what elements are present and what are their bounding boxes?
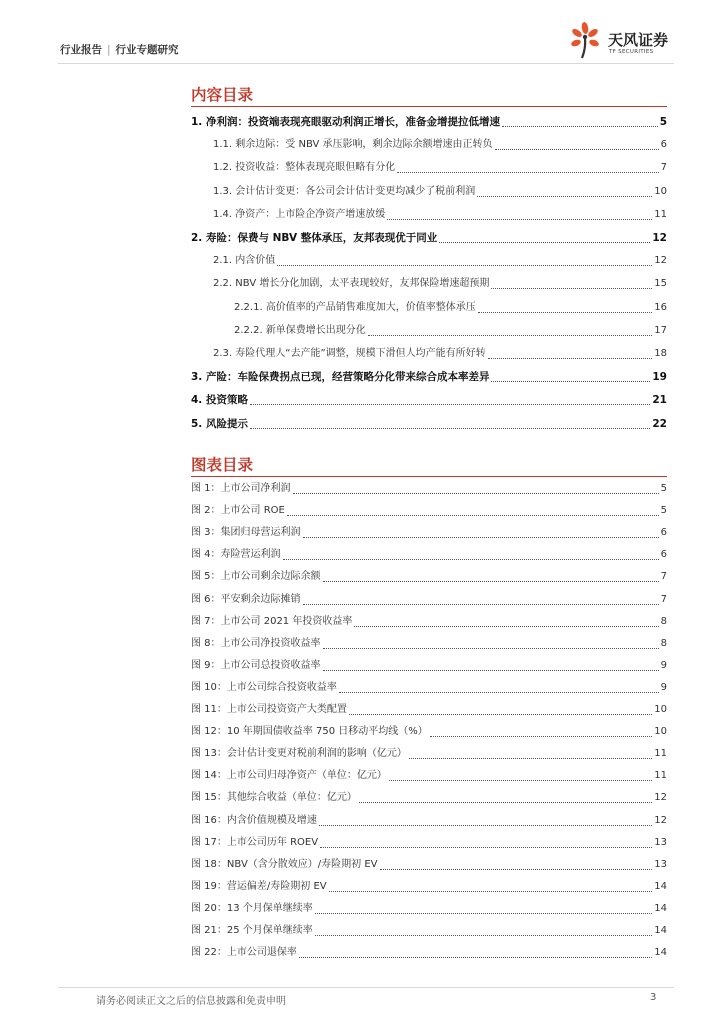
figure-entry-page: 9	[660, 660, 667, 671]
figure-entry-label: 图 8：	[191, 638, 221, 649]
toc-entry[interactable]	[191, 413, 667, 435]
toc-entry-title: 高价值率的产品销售难度加大，价值率整体承压	[265, 302, 476, 313]
toc-entry-title: 寿险代理人“去产能”调整，规模下滑但人均产能有所好转	[235, 348, 486, 359]
toc-entry-page: 17	[654, 325, 667, 336]
figure-entry-title: 25 个月保单继续率	[226, 925, 313, 936]
dot-leader	[323, 581, 659, 582]
figure-entry-page: 14	[654, 881, 667, 892]
flower-logo-icon	[568, 20, 612, 60]
figure-entry[interactable]	[191, 544, 667, 566]
toc-entry-number: 3.	[191, 371, 203, 383]
footer-divider	[58, 987, 674, 988]
toc-entry-page: 18	[654, 348, 667, 359]
toc-entry-page: 16	[654, 302, 667, 313]
figure-entry[interactable]	[191, 589, 667, 611]
figure-entry-text	[191, 787, 357, 809]
dot-leader	[250, 404, 650, 405]
dot-leader	[502, 126, 658, 127]
figure-entry-label: 图 1：	[191, 483, 221, 494]
toc-entry-page: 22	[652, 418, 667, 430]
figure-entry[interactable]	[191, 478, 667, 500]
figure-entry-title: 会计估计变更对税前利润的影响（亿元）	[226, 748, 407, 759]
toc-entry-page: 6	[660, 139, 667, 150]
figure-entry-text	[191, 544, 281, 566]
figure-entry-text	[191, 876, 327, 898]
toc-entry-text	[213, 204, 385, 226]
figure-entry-page: 13	[654, 859, 667, 870]
figure-entry-page: 5	[660, 505, 667, 516]
toc-entry-title: 净资产：上市险企净资产增速放缓	[235, 209, 386, 220]
dot-leader	[277, 265, 652, 266]
figure-entry-text	[191, 743, 407, 765]
figure-entry-page: 12	[654, 792, 667, 803]
figure-entry[interactable]	[191, 765, 667, 787]
toc-entry-title: 内含价值	[235, 255, 276, 266]
toc-entry-text	[213, 134, 493, 156]
figure-entry-text	[191, 854, 378, 876]
figure-entry-label: 图 5：	[191, 571, 221, 582]
report-category	[60, 42, 179, 57]
figure-entry-text	[191, 611, 352, 633]
toc-entry-page: 12	[652, 232, 667, 244]
figure-entry-text	[191, 898, 313, 920]
figure-entry-title: 上市公司归母净资产（单位：亿元）	[226, 770, 387, 781]
dot-leader	[250, 428, 650, 429]
figure-entry-label: 图 4：	[191, 549, 221, 560]
figure-entry-page: 13	[654, 837, 667, 848]
report-subtype: 行业专题研究	[115, 44, 179, 56]
figure-entry-page: 10	[654, 726, 667, 737]
toc-entry[interactable]	[191, 366, 667, 388]
toc-entry-title: 投资策略	[205, 394, 248, 406]
figure-entry-page: 7	[660, 571, 667, 582]
toc-entry-page: 21	[652, 394, 667, 406]
toc-entry-text	[213, 343, 486, 365]
figure-entry[interactable]	[191, 699, 667, 721]
figure-entry-label: 图 19：	[191, 881, 227, 892]
dot-leader	[323, 670, 659, 671]
toc-entry-page: 19	[652, 371, 667, 383]
figure-entry-label: 图 9：	[191, 660, 221, 671]
logo-name-cn: 天风证券	[608, 31, 669, 49]
figure-entry-page: 14	[654, 925, 667, 936]
dot-leader	[287, 515, 659, 516]
dot-leader	[387, 219, 652, 220]
toc-entry-text	[191, 413, 248, 435]
toc-entry-title: 风险提示	[205, 418, 248, 430]
toc-entry[interactable]	[213, 181, 667, 203]
toc-entry-text	[191, 366, 489, 388]
figure-entry-page: 7	[660, 594, 667, 605]
toc-entry[interactable]	[234, 297, 667, 319]
figure-entry-label: 图 12：	[191, 726, 227, 737]
dot-leader	[315, 935, 652, 936]
toc-entry-number: 2.2.1.	[234, 302, 263, 313]
dot-leader	[315, 913, 652, 914]
figure-entry[interactable]	[191, 810, 667, 832]
dot-leader	[323, 648, 659, 649]
figure-entry-page: 14	[654, 947, 667, 958]
figure-entry[interactable]	[191, 721, 667, 743]
dot-leader	[339, 692, 659, 693]
figure-entry-label: 图 15：	[191, 792, 227, 803]
figure-entry-title: 上市公司退保率	[226, 947, 297, 958]
toc-entry-text	[191, 227, 437, 249]
figure-entry-text	[191, 677, 337, 699]
figure-entry[interactable]	[191, 633, 667, 655]
toc-entry-text	[234, 320, 366, 342]
dot-leader	[368, 335, 652, 336]
figure-entry-text	[191, 655, 321, 677]
toc-entry-page: 11	[654, 209, 667, 220]
dot-leader	[349, 714, 652, 715]
dot-leader	[299, 957, 652, 958]
toc-entry[interactable]	[213, 343, 667, 365]
figure-entry-text	[191, 633, 321, 655]
figure-entry-page: 8	[660, 638, 667, 649]
figure-entry-title: 营运偏差/寿险期初 EV	[226, 881, 327, 892]
figure-entry-label: 图 2：	[191, 505, 221, 516]
figure-entry-label: 图 6：	[191, 594, 221, 605]
figure-entry-page: 6	[660, 527, 667, 538]
toc-entry[interactable]	[191, 227, 667, 249]
dot-leader	[320, 847, 652, 848]
figure-entry-label: 图 22：	[191, 947, 227, 958]
toc-entry-page: 5	[659, 116, 667, 128]
toc-entry-number: 1.2.	[213, 162, 233, 173]
figure-entry[interactable]	[191, 743, 667, 765]
figure-entry[interactable]	[191, 500, 667, 522]
figure-entry-title: 上市公司综合投资收益率	[226, 682, 337, 693]
figure-entry-title: 上市公司净利润	[220, 483, 291, 494]
toc-title-underline	[191, 106, 667, 107]
header-separator: |	[107, 44, 111, 56]
toc-entry[interactable]	[213, 134, 667, 156]
figure-entry-label: 图 7：	[191, 616, 221, 627]
toc-entry-number: 4.	[191, 394, 203, 406]
figure-entry-label: 图 10：	[191, 682, 227, 693]
figure-entry-title: 平安剩余边际摊销	[220, 594, 301, 605]
dot-leader	[283, 559, 659, 560]
figure-entry-label: 图 20：	[191, 903, 227, 914]
figure-entry-text	[191, 810, 317, 832]
toc-entry-page: 7	[660, 162, 667, 173]
toc-entry-number: 2.3.	[213, 348, 233, 359]
figure-entry-text	[191, 721, 428, 743]
figure-entry-label: 图 3：	[191, 527, 221, 538]
toc-entry-title: NBV 增长分化加剧，太平表现较好，友邦保险增速超预期	[235, 278, 490, 289]
toc-entry-title: 产险：车险保费拐点已现，经营策略分化带来综合成本率差异	[205, 371, 490, 383]
figure-entry-label: 图 17：	[191, 837, 227, 848]
figure-entry-label: 图 21：	[191, 925, 227, 936]
toc-entry-number: 2.1.	[213, 255, 233, 266]
dot-leader	[491, 381, 650, 382]
figure-entry-label: 图 14：	[191, 770, 227, 781]
figure-entry[interactable]	[191, 854, 667, 876]
toc-entry-number: 2.2.	[213, 278, 233, 289]
figure-entry-page: 11	[654, 748, 667, 759]
figure-entry-text	[191, 522, 301, 544]
figure-entry-title: 集团归母营运利润	[220, 527, 301, 538]
figure-entry-text	[191, 699, 347, 721]
figure-entry-title: 上市公司投资资产大类配置	[226, 704, 347, 715]
figure-entry-title: 13 个月保单继续率	[226, 903, 313, 914]
figure-entry-page: 5	[660, 483, 667, 494]
figure-entry-page: 11	[654, 770, 667, 781]
figure-entry-text	[191, 765, 387, 787]
figure-entry[interactable]	[191, 787, 667, 809]
figure-list-title: 图表目录	[191, 456, 254, 474]
dot-leader	[389, 780, 652, 781]
page-number: 3	[650, 992, 657, 1003]
toc-entry-text	[234, 297, 476, 319]
dot-leader	[329, 891, 653, 892]
figure-entry[interactable]	[191, 566, 667, 588]
figure-entry-text	[191, 478, 291, 500]
toc-entry[interactable]	[234, 320, 667, 342]
figure-entry-title: 上市公司总投资收益率	[220, 660, 321, 671]
figure-entry[interactable]	[191, 655, 667, 677]
dot-leader	[397, 172, 658, 173]
report-type: 行业报告	[60, 44, 102, 56]
figure-entry[interactable]	[191, 611, 667, 633]
dot-leader	[491, 288, 652, 289]
figure-entry-page: 12	[654, 815, 667, 826]
figure-entry-title: 寿险营运利润	[220, 549, 281, 560]
figure-entry-page: 8	[660, 616, 667, 627]
toc-entry[interactable]	[213, 273, 667, 295]
figure-entry-page: 14	[654, 903, 667, 914]
figure-entry-page: 6	[660, 549, 667, 560]
toc-entry-number: 1.	[191, 116, 203, 128]
figure-entry-label: 图 18：	[191, 859, 227, 870]
toc-entry-page: 12	[654, 255, 667, 266]
figure-entry-title: 内含价值规模及增速	[226, 815, 317, 826]
toc-entry-number: 1.4.	[213, 209, 233, 220]
toc-entry-title: 剩余边际：受 NBV 承压影响，剩余边际余额增速由正转负	[235, 139, 493, 150]
figure-entry-title: 上市公司 2021 年投资收益率	[220, 616, 353, 627]
dot-leader	[380, 869, 653, 870]
toc-entry-title: 寿险：保费与 NBV 整体承压，友邦表现优于同业	[205, 232, 438, 244]
figure-entry-title: 上市公司净投资收益率	[220, 638, 321, 649]
figure-entry-text	[191, 832, 318, 854]
figure-entry[interactable]	[191, 942, 667, 964]
footer-disclaimer: 请务必阅读正文之后的信息披露和免责申明	[96, 996, 286, 1007]
dot-leader	[354, 626, 658, 627]
figure-entry-title: 上市公司剩余边际余额	[220, 571, 321, 582]
logo-name-en: TF SECURITIES	[609, 49, 654, 55]
toc-entry-page: 15	[654, 278, 667, 289]
figure-entry-title: 上市公司历年 ROEV	[226, 837, 319, 848]
figure-list-title-underline	[191, 476, 667, 477]
toc-entry-number: 1.1.	[213, 139, 233, 150]
figure-entry-page: 9	[660, 682, 667, 693]
toc-entry-text	[213, 181, 475, 203]
toc-entry-number: 5.	[191, 418, 203, 430]
dot-leader	[477, 196, 652, 197]
figure-entry-text	[191, 589, 301, 611]
dot-leader	[409, 758, 652, 759]
toc-entry-title: 会计估计变更：各公司会计估计变更均减少了税前利润	[235, 186, 476, 197]
figure-entry-page: 10	[654, 704, 667, 715]
figure-entry-label: 图 13：	[191, 748, 227, 759]
toc-entry[interactable]	[191, 111, 667, 133]
toc-entry-page: 10	[654, 186, 667, 197]
toc-entry-text	[213, 250, 275, 272]
figure-entry-text	[191, 566, 321, 588]
dot-leader	[439, 242, 650, 243]
toc-entry-number: 2.	[191, 232, 203, 244]
figure-entry[interactable]	[191, 898, 667, 920]
figure-entry-text	[191, 500, 285, 522]
toc-entry-text	[191, 389, 248, 411]
dot-leader	[430, 736, 653, 737]
figure-entry-text	[191, 942, 297, 964]
dot-leader	[359, 802, 652, 803]
figure-entry[interactable]	[191, 920, 667, 942]
figure-entry[interactable]	[191, 876, 667, 898]
header-divider	[58, 63, 674, 64]
dot-leader	[478, 312, 652, 313]
toc-entry-number: 2.2.2.	[234, 325, 263, 336]
toc-entry-text	[213, 273, 489, 295]
figure-entry[interactable]	[191, 832, 667, 854]
company-logo	[568, 20, 678, 60]
toc-entry-text	[191, 111, 500, 133]
toc-entry[interactable]	[213, 204, 667, 226]
figure-entry-title: 其他综合收益（单位：亿元）	[226, 792, 357, 803]
figure-entry[interactable]	[191, 677, 667, 699]
toc-entry-title: 投资收益：整体表现亮眼但略有分化	[235, 162, 396, 173]
figure-entry-label: 图 11：	[191, 704, 227, 715]
toc-entry[interactable]	[191, 389, 667, 411]
figure-entry[interactable]	[191, 522, 667, 544]
figure-entry-title: 10 年期国债收益率 750 日移动平均线（%）	[226, 726, 428, 737]
toc-title: 内容目录	[191, 86, 254, 104]
toc-entry-title: 净利润：投资端表现亮眼驱动利润正增长，准备金增提拉低增速	[205, 116, 500, 128]
toc-entry[interactable]	[213, 250, 667, 272]
figure-entry-title: 上市公司 ROE	[220, 505, 285, 516]
dot-leader	[488, 358, 653, 359]
dot-leader	[319, 825, 652, 826]
figure-entry-label: 图 16：	[191, 815, 227, 826]
toc-entry-number: 1.3.	[213, 186, 233, 197]
dot-leader	[303, 604, 659, 605]
dot-leader	[495, 149, 659, 150]
toc-entry[interactable]	[213, 157, 667, 179]
dot-leader	[293, 493, 659, 494]
toc-entry-title: 新单保费增长出现分化	[265, 325, 366, 336]
figure-entry-title: NBV（含分散效应）/寿险期初 EV	[226, 859, 378, 870]
dot-leader	[303, 537, 659, 538]
figure-entry-text	[191, 920, 313, 942]
toc-entry-text	[213, 157, 395, 179]
